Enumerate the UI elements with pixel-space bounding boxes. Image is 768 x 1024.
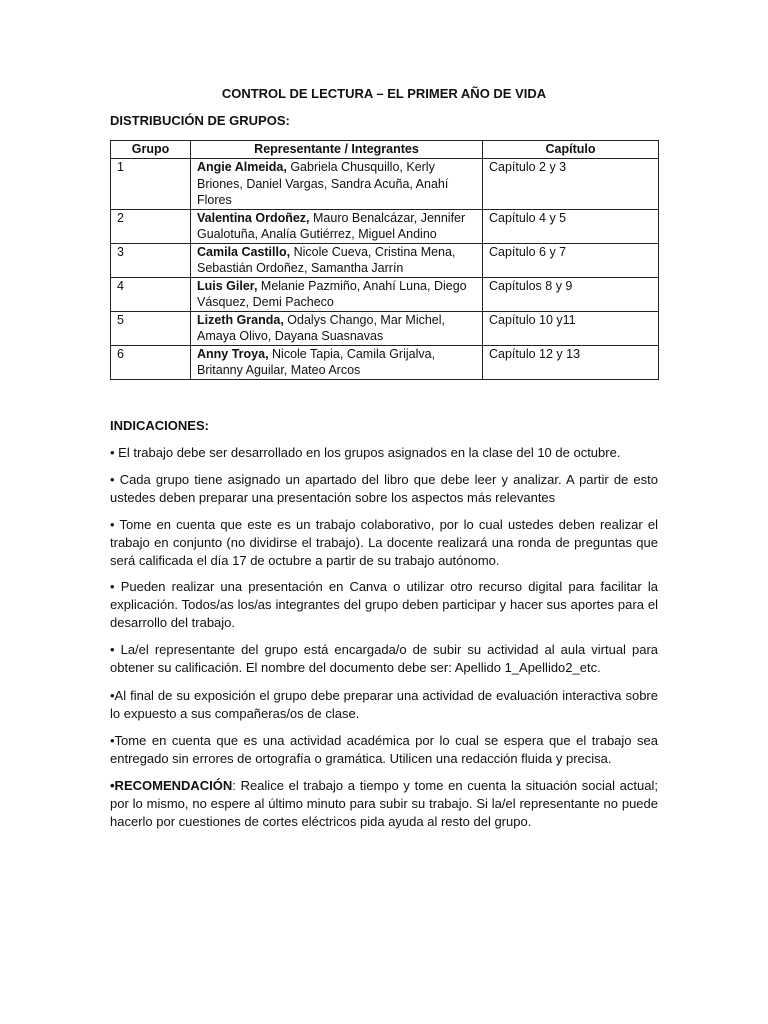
table-row: [111, 345, 659, 379]
group-number: 4: [111, 277, 191, 311]
members-list: Nicole Cueva, Cristina Mena, Sebastián Ordoñez, Samantha Jarrín: [197, 244, 456, 275]
representative-name: Luis Giler,: [197, 278, 258, 293]
table-row: [111, 209, 659, 243]
group-members-cell: [191, 209, 483, 243]
table-row: [111, 159, 659, 210]
members-list: Melanie Pazmiño, Anahí Luna, Diego Vásquez, Demi Pacheco: [197, 278, 467, 309]
header-representante: Representante / Integrantes: [191, 141, 483, 159]
chapter-cell: Capítulo 4 y 5: [483, 209, 659, 243]
indication-item: •Tome en cuenta que es una actividad académica por lo cual se espera que el trabajo sea entregado sin errores de ortografía o gramática. Utilicen una redacción fluida y precisa.: [110, 733, 658, 766]
indication-item: •Al final de su exposición el grupo debe preparar una actividad de evaluación interactiva sobre lo expuesto a sus compañeras/os de clase.: [110, 688, 658, 721]
members-list: Mauro Benalcázar, Jennifer Gualotuña, Analía Gutiérrez, Miguel Andino: [197, 210, 466, 241]
group-members-cell: [191, 311, 483, 345]
group-number: 3: [111, 243, 191, 277]
indication-item: • Tome en cuenta que este es un trabajo colaborativo, por lo cual ustedes deben realizar el trabajo en conjunto (no dividirse el trabajo). La docente realizará una ronda de preguntas que será calificada el día 17 de octubre a partir de su trabajo autónomo.: [110, 517, 658, 568]
group-number: 1: [111, 159, 191, 210]
representative-name: Camila Castillo,: [197, 244, 291, 259]
group-members-cell: [191, 277, 483, 311]
table-row: [111, 243, 659, 277]
indication-item: • El trabajo debe ser desarrollado en los grupos asignados en la clase del 10 de octubre.: [110, 445, 621, 460]
group-number: 2: [111, 209, 191, 243]
chapter-cell: Capítulo 2 y 3: [483, 159, 659, 210]
chapter-cell: Capítulo 12 y 13: [483, 345, 659, 379]
chapter-cell: Capítulos 8 y 9: [483, 277, 659, 311]
groups-heading: DISTRIBUCIÓN DE GRUPOS:: [110, 113, 290, 128]
indication-item: • Cada grupo tiene asignado un apartado del libro que debe leer y analizar. A partir de esto ustedes deben preparar una presentación sobre los aspectos más relevantes: [110, 472, 658, 505]
members-list: Odalys Chango, Mar Michel, Amaya Olivo, Dayana Suasnavas: [197, 312, 446, 343]
table-row: [111, 311, 659, 345]
chapter-cell: Capítulo 6 y 7: [483, 243, 659, 277]
indications-heading: INDICACIONES:: [110, 418, 209, 433]
group-number: 5: [111, 311, 191, 345]
recommendation-paragraph: [110, 777, 658, 831]
document-title: CONTROL DE LECTURA – EL PRIMER AÑO DE VIDA: [221, 86, 547, 101]
table-header-row: [111, 141, 659, 159]
group-members-cell: [191, 345, 483, 379]
members-list: Gabriela Chusquillo, Kerly Briones, Daniel Vargas, Sandra Acuña, Anahí Flores: [197, 160, 449, 207]
chapter-cell: Capítulo 10 y11: [483, 311, 659, 345]
table-row: [111, 277, 659, 311]
header-capitulo: Capítulo: [483, 141, 659, 159]
members-list: Nicole Tapia, Camila Grijalva, Britanny Aguilar, Mateo Arcos: [197, 346, 436, 377]
indication-item: • La/el representante del grupo está encargada/o de subir su actividad al aula virtual para obtener su calificación. El nombre del documento debe ser: Apellido 1_Apellido2_etc.: [110, 642, 658, 675]
representative-name: Valentina Ordoñez,: [197, 210, 310, 225]
groups-table: [110, 140, 659, 380]
group-number: 6: [111, 345, 191, 379]
representative-name: Lizeth Granda,: [197, 312, 284, 327]
group-members-cell: [191, 243, 483, 277]
recommendation-text: : Realice el trabajo a tiempo y tome en cuenta la situación social actual; por lo mismo, no espere al último minuto para subir su trabajo. Si la/el representante no puede hacerlo por cuestiones de cortes eléctricos pida ayuda al resto del grupo.: [110, 778, 658, 829]
header-grupo: Grupo: [111, 141, 191, 159]
representative-name: Angie Almeida,: [197, 160, 287, 174]
group-members-cell: [191, 159, 483, 210]
indication-item: • Pueden realizar una presentación en Canva o utilizar otro recurso digital para facilitar la explicación. Todos/as los/as integrantes del grupo deben participar y hacer sus aportes para el desarrollo del trabajo.: [110, 579, 658, 630]
recommendation-label: •RECOMENDACIÓN: [110, 778, 233, 793]
representative-name: Anny Troya,: [197, 346, 269, 361]
